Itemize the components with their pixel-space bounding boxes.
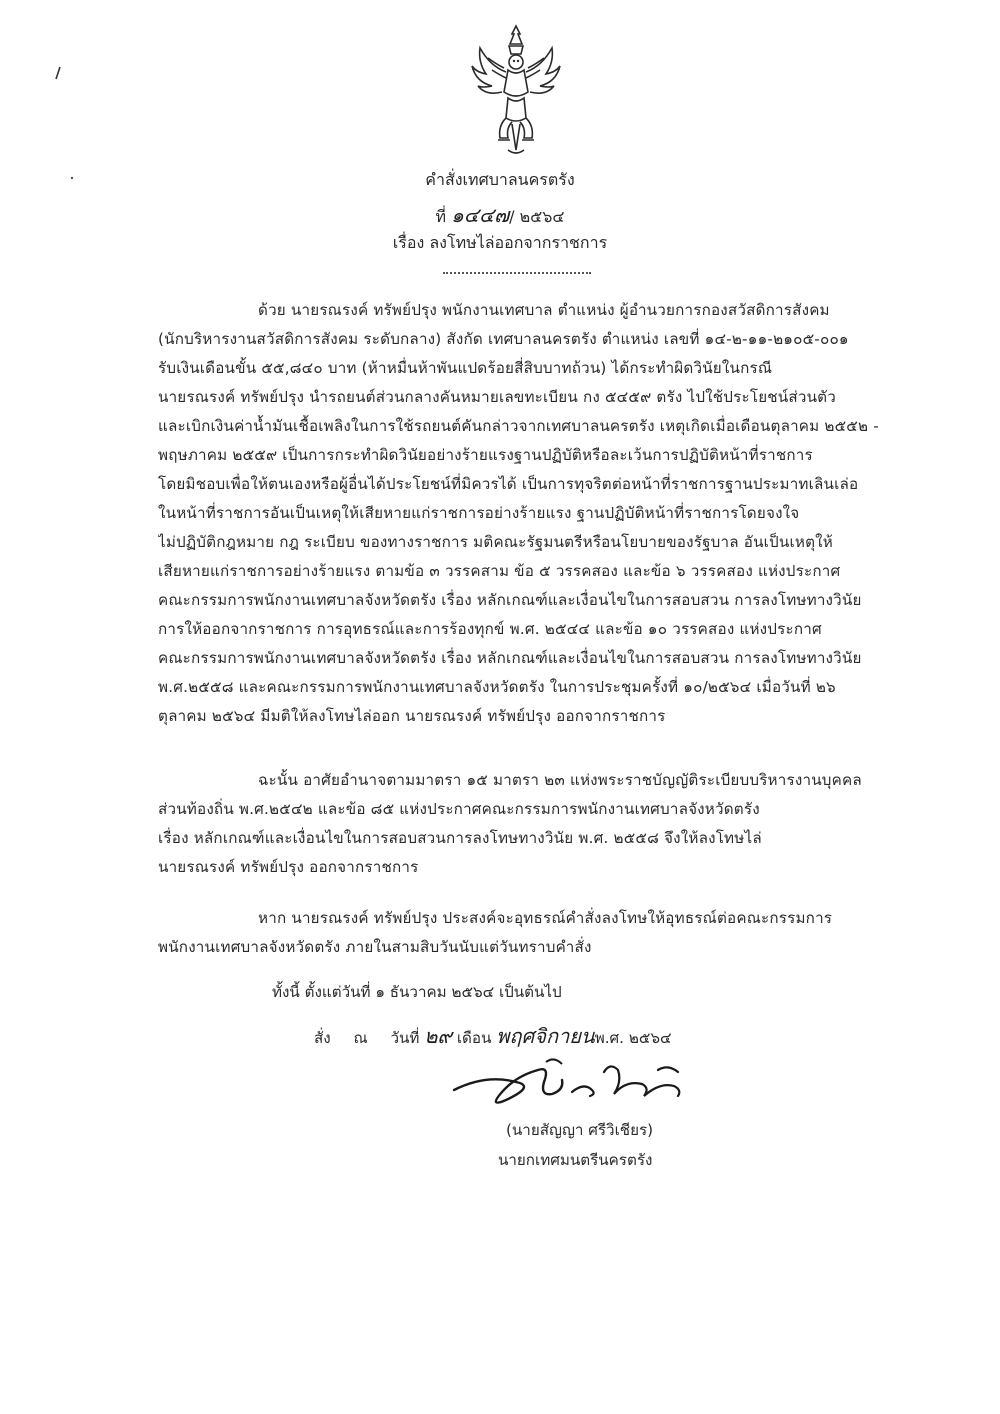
order-subject: เรื่อง ลงโทษไล่ออกจากราชการ: [392, 233, 608, 252]
order-number-prefix: ที่: [435, 207, 447, 226]
signer-name: (นายสัญญา ศรีวิเชียร): [506, 1121, 654, 1139]
paragraph-appeal: [158, 904, 918, 962]
ordered-date: [314, 1020, 671, 1052]
order-number: [300, 199, 700, 231]
paragraph-line: พ.ศ.๒๕๕๘ และคณะกรรมการพนักงานเทศบาลจังหวัดตรัง ในการประชุมครั้งที่ ๑๐/๒๕๖๔ เมื่อวันที่ ๒๖: [158, 678, 836, 696]
effective-date: ทั้งนี้ ตั้งแต่วันที่ ๑ ธันวาคม ๒๕๖๔ เป็นต้นไป: [272, 983, 562, 1001]
paragraph-line: การให้ออกจากราชการ การอุทธรณ์และการร้องทุกข์ พ.ศ. ๒๕๔๔ และข้อ ๑๐ วรรคสอง แห่งประกาศ: [158, 620, 822, 638]
paragraph-line: ด้วย นายรณรงค์ ทรัพย์ปรุง พนักงานเทศบาล ตำแหน่ง ผู้อำนวยการกองสวัสดิการสังคม: [258, 301, 830, 319]
paragraph-line: (นักบริหารงานสวัสดิการสังคม ระดับกลาง) สังกัด เทศบาลนครตรัง ตำแหน่ง เลขที่ ๑๔-๒-๑๑-๒๑๐๕-๐๐๑: [158, 330, 849, 348]
paragraph-line: พนักงานเทศบาลจังหวัดตรัง ภายในสามสิบวันนับแต่วันทราบคำสั่ง: [158, 938, 592, 956]
order-number-handwritten: ๑๔๔๗: [451, 203, 510, 227]
order-title: คำสั่งเทศบาลนครตรัง: [425, 170, 575, 189]
order-number-suffix: / ๒๕๖๔: [509, 207, 565, 226]
paragraph-line: ส่วนท้องถิ่น พ.ศ.๒๕๔๒ และข้อ ๘๕ แห่งประกาศคณะกรรมการพนักงานเทศบาลจังหวัดตรัง: [158, 800, 760, 818]
paragraph-line: โดยมิชอบเพื่อให้ตนเองหรือผู้อื่นได้ประโยชน์ที่มิควรได้ เป็นการทุจริตต่อหน้าที่ราชการฐานประมาทเลินเล่อ: [158, 475, 859, 493]
paragraph-authority: [158, 766, 918, 882]
paragraph-line: ฉะนั้น อาศัยอำนาจตามมาตรา ๑๕ มาตรา ๒๓ แห่งพระราชบัญญัติระเบียบบริหารงานบุคคล: [258, 771, 862, 789]
handwritten-signature-icon: [446, 1052, 746, 1110]
day-label: วันที่: [390, 1029, 420, 1047]
day-handwritten: ๒๙: [424, 1024, 453, 1048]
paragraph-line: เรื่อง หลักเกณฑ์และเงื่อนไขในการสอบสวนการลงโทษทางวินัย พ.ศ. ๒๕๕๘ จึงให้ลงโทษไล่: [158, 829, 762, 847]
at-label: ณ: [353, 1029, 368, 1047]
paragraph-line: หาก นายรณรงค์ ทรัพย์ปรุง ประสงค์จะอุทธรณ์คำสั่งลงโทษให้อุทธรณ์ต่อคณะกรรมการ: [258, 909, 833, 927]
paragraph-line: ตุลาคม ๒๕๖๔ มีมติให้ลงโทษไล่ออก นายรณรงค์ ทรัพย์ปรุง ออกจากราชการ: [158, 707, 666, 725]
scan-speck-icon: [54, 66, 62, 80]
paragraph-line: พฤษภาคม ๒๕๕๙ เป็นการกระทำผิดวินัยอย่างร้ายแรงฐานปฏิบัติหรือละเว้นการปฏิบัติหน้าที่ราชการ: [158, 446, 813, 464]
paragraph-reason: [158, 296, 918, 731]
month-handwritten: พฤศจิกายน: [496, 1024, 595, 1048]
ordered-label: สั่ง: [314, 1029, 331, 1047]
paragraph-line: นายรณรงค์ ทรัพย์ปรุง นำรถยนต์ส่วนกลางคันหมายเลขทะเบียน กง ๕๔๕๙ ตรัง ไปใช้ประโยชน์ส่วนตัว: [158, 388, 836, 406]
paragraph-line: คณะกรรมการพนักงานเทศบาลจังหวัดตรัง เรื่อง หลักเกณฑ์และเงื่อนไขในการสอบสวน การลงโทษทางวินัย: [158, 649, 862, 667]
paragraph-line: คณะกรรมการพนักงานเทศบาลจังหวัดตรัง เรื่อง หลักเกณฑ์และเงื่อนไขในการสอบสวน การลงโทษทางวินัย: [158, 591, 862, 609]
paragraph-line: ไม่ปฏิบัติกฎหมาย กฎ ระเบียบ ของทางราชการ มติคณะรัฐมนตรีหรือนโยบายของรัฐบาล อันเป็นเหตุให้: [158, 533, 833, 551]
scan-dot-icon: [70, 176, 74, 180]
paragraph-line: และเบิกเงินค่าน้ำมันเชื้อเพลิงในการใช้รถยนต์คันกล่าวจากเทศบาลนครตรัง เหตุเกิดเมื่อเดือนตุลาคม ๒๕๕๒ -: [158, 417, 879, 435]
paragraph-line: ในหน้าที่ราชการอันเป็นเหตุให้เสียหายแก่ราชการอย่างร้ายแรง ฐานปฏิบัติหน้าที่ราชการโดยจงใจ: [158, 504, 800, 522]
month-label: เดือน: [456, 1029, 492, 1047]
header-divider: [443, 272, 591, 274]
paragraph-line: รับเงินเดือนขั้น ๕๕,๘๔๐ บาท (ห้าหมื่นห้าพันแปดร้อยสี่สิบบาทถ้วน) ได้กระทำผิดวินัยในกรณี: [158, 359, 773, 377]
garuda-emblem-icon: [468, 22, 564, 160]
paragraph-line: นายรณรงค์ ทรัพย์ปรุง ออกจากราชการ: [158, 858, 419, 876]
year-label: พ.ศ. ๒๕๖๔: [594, 1029, 672, 1047]
signer-title: นายกเทศมนตรีนครตรัง: [498, 1151, 653, 1169]
paragraph-line: เสียหายแก่ราชการอย่างร้ายแรง ตามข้อ ๓ วรรคสาม ข้อ ๕ วรรคสอง และข้อ ๖ วรรคสอง แห่งประกาศ: [158, 562, 841, 580]
